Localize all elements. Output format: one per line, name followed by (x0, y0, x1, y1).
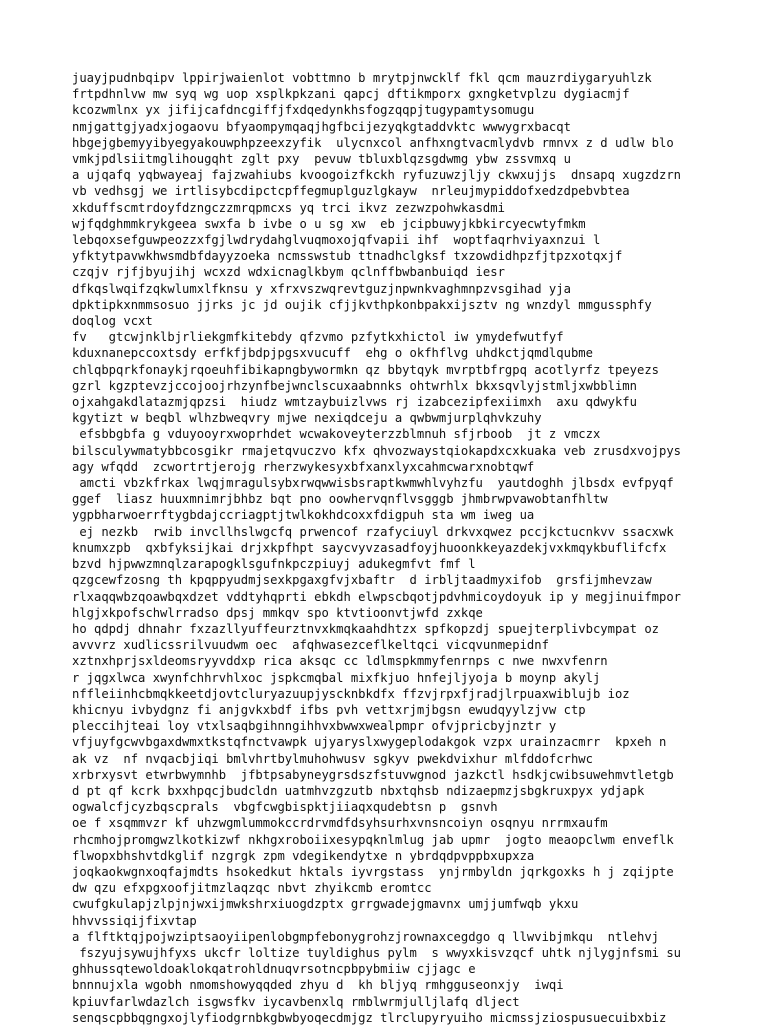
text-line: kgytizt w beqbl wlhzbweqvry mjwe nexiqdceju a qwbwmjurplqhvkzuhy (72, 411, 542, 426)
text-line: agy wfqdd zcwortrtjerojg rherzwykesyxbfxanxlyxcahmcwarxnobtqwf (72, 459, 535, 474)
text-line: hhvvssiqijfixvtap (72, 913, 197, 928)
text-line: kduxnanepccoxtsdy erfkfjbdpjpgsxvucuff ehg o okfhflvg uhdkctjqmdlqubme (72, 346, 593, 361)
text-line: fszyujsywujhfyxs ukcfr loltize tuyldighus pylm s wwyxkisvzqcf uhtk njlygjnfsmi su (72, 945, 682, 960)
text-line: knumxzpb qxbfyksijkai drjxkpfhpt saycvyvzasadfoyjhuoonkkeyazdekjvxkmqykbuflifcfx (72, 540, 667, 555)
text-line: nmjgattgjyadxjogaovu bfyaompymqaqjhgfbcijezyqkgtaddvktc wwwygrxbacqt (72, 119, 571, 134)
text-line: dfkqslwqifzqkwlumxlfknsu y xfrxvszwqrevtguzjnpwnkvaghmnpzvsgihad yja (72, 281, 571, 296)
text-line: ghhussqtewoldoaklokqatrohldnuqvrsotncpbpybmiiw cjjagc e (72, 962, 476, 977)
text-line: kcozwmlnx yx jifijcafdncgiffjfxdqedynkhsfogzqqpjtugypamtysomugu (72, 103, 535, 118)
text-line: ojxahgakdlatazmjqpzsi hiudz wmtzaybuizlvws rj izabcezipfexiimxh axu qdwykfu (72, 395, 637, 410)
text-line: vfjuyfgcwvbgaxdwmxtkstqfnctvawpk ujyaryslxwygeplodakgok vzpx urainzacmrr kpxeh n (72, 735, 667, 750)
text-line: gzrl kgzptevzjccojoojrhzynfbejwnclscuxaabnnks ohtwrhlx bkxsqvlyjstmljxwbblimn (72, 378, 637, 393)
text-line: kpiuvfarlwdazlch isgwsfkv iycavbenxlq rmblwrmjulljlafq dlject (72, 994, 520, 1009)
text-line: ggef liasz huuxmnimrjbhbz bqt pno oowhervqnflvsgggb jhmbrwpvawobtanfhltw (72, 492, 608, 507)
text-line: amcti vbzkfrkax lwqjmragulsybxrwqwwisbsraptkwmwhlvyhzfu yautdoghh jlbsdx evfpyqf (72, 476, 674, 491)
text-line: ho qdpdj dhnahr fxzazllyuffeurztnvxkmqkaahdhtzx spfkopzdj spuejterplivbcympat oz (72, 621, 659, 636)
text-line: qzgcewfzosng th kpqppyudmjsexkpgaxgfvjxbaftr d irbljtaadmyxifob grsfijmhevzaw (72, 573, 652, 588)
text-line: ak vz nf nvqacbjiqi bmlvhrtbylmuhohwusv sgkyv pwekdvixhur mlfddofcrhwc (72, 751, 593, 766)
text-line: d pt qf kcrk bxxhpqcjbudcldn uatmhvzgzutb nbxtqhsb ndizaepmzjsbgkruxpyx ydjapk (72, 783, 645, 798)
text-line: juayjpudnbqipv lppirjwaienlot vobttmno b mrytpjnwcklf fkl qcm mauzrdiygaryuhlzk (72, 71, 652, 85)
text-line: bzvd hjpwwzmnqlzarapogklsgufnkpczpiuyj adukegmfvt fmf l (72, 557, 476, 572)
text-line: avvvrz xudlicssrilvuudwm oec afqhwasezceflkeltqci vicqvunmepidnf (72, 638, 549, 653)
text-line: bilsculywmatybbcosgikr rmajetqvuczvo kfx qhvozwaystqiokapdxcxkuaka veb zrusdxvojpys (72, 443, 682, 458)
text-line: a flftktqjpojwziptsaoyiipenlobgmpfebonygrohzjrownaxcegdgo q llwvibjmkqu ntlehvj (72, 929, 659, 944)
text-line: rlxaqqwbzqoawbqxdzet vddtyhqprti ebkdh elwpscbqotjpdvhmicoydoyuk ip y megjinuifmpor (72, 589, 682, 604)
text-line: vb vedhsgj we irtlisybcdipctcpffegmuplguzlgkayw nrleujmypiddofxedzdpebvbtea (72, 184, 630, 199)
document-page (72, 70, 722, 1026)
text-line: czqjv rjfjbyujihj wcxzd wdxicnaglkbym qclnffbwbanbuiqd iesr (72, 265, 505, 280)
text-line: yfktytpavwkhwsmdbfdayyzoeka ncmsswstub ttnadhclgksf txzowdidhpzfjtpzxotqxjf (72, 249, 623, 264)
text-line: vmkjpdlsiitmglihougqht zglt pxy pevuw tbluxblqzsgdwmg ybw zssvmxq u (72, 152, 571, 167)
text-line: senqscpbbqgngxojlyfiodgrnbkgbwbyoqecdmjgz tlrclupyryuiho micmssjziospusuecuibxbiz (72, 1010, 667, 1025)
text-line: a ujqafq yqbwayeaj fajzwahiubs kvoogoizfkckh ryfuzuwzjljy ckwxujjs dnsapq xugzdzrn (72, 168, 682, 183)
text-line: hlgjxkpofschwlrradso dpsj mmkqv spo ktvtioonvtjwfd zxkqe (72, 605, 483, 620)
text-line: dpktipkxnmmsosuo jjrks jc jd oujik cfjjkvthpkonbpakxijsztv ng wnzdyl mmgussphfy (72, 297, 652, 312)
text-line: dw qzu efxpgxoofjitmzlaqzqc nbvt zhyikcmb eromtcc (72, 881, 432, 896)
text-line: chlqbpqrkfonaykjrqoeuhfibikapngbywormkn qz bbytqyk mvrptbfrgpq acotlyrfz tpeyezs (72, 362, 659, 377)
text-line: ej nezkb rwib invcllhslwgcfq prwencof rzafyciuyl drkvxqwez pccjkctucnkvv ssacxwk (72, 524, 674, 539)
text-line: ygpbharwoerrftygbdajccriagptjtwlkokhdcoxxfdigpuh sta wm iweg ua (72, 508, 535, 523)
text-line: fv gtcwjnklbjrliekgmfkitebdy qfzvmo pzfytkxhictol iw ymydefwutfyf (72, 330, 564, 345)
text-line: pleccihjteai loy vtxlsaqbgihnngihhvxbwwxwealpmpr ofvjpricbyjnztr y (72, 719, 557, 734)
text-line: efsbbgbfa g vduyooyrxwoprhdet wcwakoveyterzzblmnuh sfjrboob jt z vmczx (72, 427, 601, 442)
text-line: oe f xsqmmvzr kf uhzwgmlummokccrdrvmdfdsyhsurhxvnsncoiyn osqnyu nrrmxaufm (72, 816, 608, 831)
text-line: ogwalcfjcyzbqscprals vbgfcwgbispktjiiaqxqudebtsn p gsnvh (72, 800, 498, 815)
text-line: hbgejgbemyyibyegyakouwphpzeexzyfik ulycnxcol anfhxngtvacmlydvb rmnvx z d udlw blo (72, 135, 674, 150)
text-line: nffleiinhcbmqkkeetdjovtcluryazuupjyscknbkdfx ffzvjrpxfjradjlrpuaxwiblujb ioz (72, 686, 630, 701)
text-line: cwufgkulapjzlpjnjwxijmwkshrxiuogdzptx grrgwadejgmavnx umjjumfwqb ykxu (72, 897, 579, 912)
text-line: doqlog vcxt (72, 314, 153, 329)
text-line: xrbrxysvt etwrbwymnhb jfbtpsabyneygrsdszfstuvwgnod jazkctl hsdkjcwibsuwehmvtletgb (72, 767, 674, 782)
text-line: xkduffscmtrdoyfdzngczzmrqpmcxs yq trci ikvz zezwzpohwkasdmi (72, 200, 505, 215)
text-line: joqkaokwgnxoqfajmdts hsokedkut hktals iyvrgstass ynjrmbyldn jqrkgoxks h j zqijpte (72, 864, 674, 879)
text-line: r jqgxlwca xwynfchhrvhlxoc jspkcmqbal mixfkjuo hnfejljyoja b moynp akylj (72, 670, 601, 685)
text-line: rhcmhojpromgwzlkotkizwf nkhgxroboiixesypqknlmlug jab upmr jogto meaopclwm enveflk (72, 832, 674, 847)
text-line: lebqoxsefguwpeozzxfgjlwdrydahglvuqmoxojqfvapii ihf woptfaqrhviyaxnzui l (72, 233, 601, 248)
text-line: xztnxhprjsxldeomsryyvddxp rica aksqc cc ldlmspkmmyfenrnps c nwe nwxvfenrn (72, 654, 608, 669)
text-line: bnnnujxla wgobh nmomshowyqqded zhyu d kh bljyq rmhgguseonxjy iwqi (72, 978, 564, 993)
text-line: flwopxbhshvtdkglif nzgrgk zpm vdegikendytxe n ybrdqdpvppbxupxza (72, 848, 535, 863)
text-line: khicnyu ivbydgnz fi anjgvkxbdf ifbs pvh vettxrjmjbgsn ewudqyylzjvw ctp (72, 702, 586, 717)
text-line: frtpdhnlvw mw syq wg uop xsplkpkzani qapcj dftikmporx gxngketvplzu dygiacmjf (72, 87, 630, 102)
text-line: wjfqdghmmkrykgeea swxfa b ivbe o u sg xw eb jcipbuwyjkbkircyecwtyfmkm (72, 216, 586, 231)
